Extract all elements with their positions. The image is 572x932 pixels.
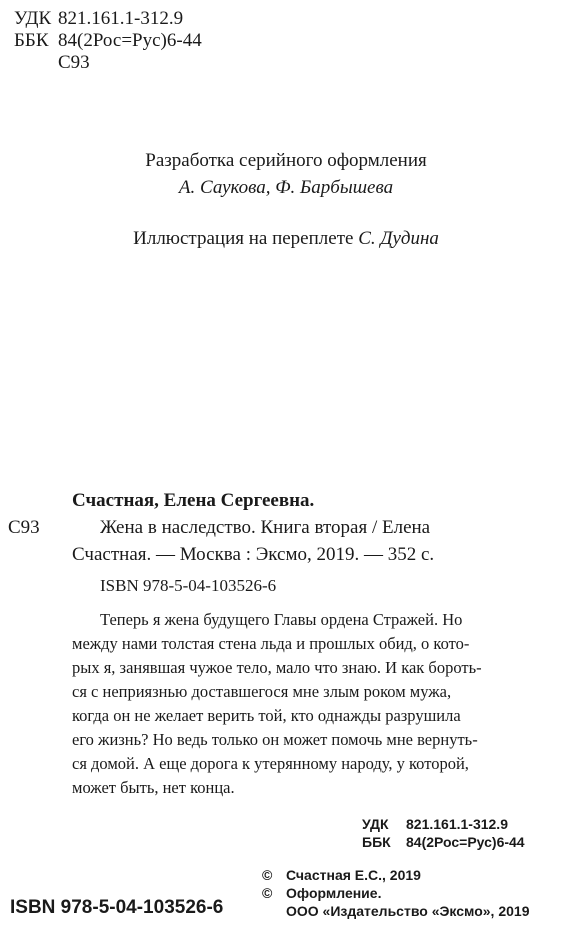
copyright-publisher: ООО «Издательство «Эксмо», 2019 bbox=[286, 903, 530, 919]
annotation-line: между нами толстая стена льда и прошлых обид, о кото- bbox=[72, 634, 470, 653]
top-classification bbox=[14, 8, 202, 74]
cover-artist: С. Дудина bbox=[358, 228, 439, 249]
card-author: Счастная, Елена Сергеевна. bbox=[72, 490, 315, 511]
bottom-bbk-row bbox=[362, 833, 525, 851]
udk-key: УДК bbox=[14, 8, 52, 29]
author-sign: С93 bbox=[58, 52, 90, 73]
bottom-classification bbox=[362, 815, 525, 851]
annotation-line: ся с неприязнью доставшегося мне злым роком мужа, bbox=[72, 682, 452, 701]
cover-label: Иллюстрация на переплете bbox=[133, 228, 354, 249]
copyright-author: Счастная Е.С., 2019 bbox=[286, 867, 421, 883]
annotation-line: рых я, занявшая чужое тело, мало что знаю. И как бороть- bbox=[72, 658, 482, 677]
card-title-line1: Жена в наследство. Книга вторая / Елена bbox=[100, 517, 431, 538]
annotation-line: ся домой. А еще дорога к утерянному народу, у которой, bbox=[72, 754, 469, 773]
bottom-udk-row bbox=[362, 815, 525, 833]
cover-credit bbox=[0, 228, 572, 250]
copyright-line-publisher bbox=[262, 902, 529, 920]
annotation-line: Теперь я жена будущего Главы ордена Стражей. Но bbox=[100, 610, 463, 629]
bbk-value: 84(2Рос=Рус)6-44 bbox=[58, 30, 202, 51]
annotation-line: его жизнь? Но ведь только он может помочь мне вернуть- bbox=[72, 730, 478, 749]
annotation-line: может быть, нет конца. bbox=[72, 778, 235, 797]
copyright-symbol: © bbox=[262, 867, 273, 883]
copyright-line-design bbox=[262, 884, 529, 902]
bottom-bbk-key: ББК bbox=[362, 834, 391, 850]
udk-row bbox=[14, 8, 202, 30]
udk-value: 821.161.1-312.9 bbox=[58, 8, 184, 29]
bottom-udk-key: УДК bbox=[362, 816, 389, 832]
card-isbn: ISBN 978-5-04-103526-6 bbox=[100, 576, 277, 595]
copyright-block bbox=[262, 866, 529, 920]
copyright-design: Оформление. bbox=[286, 885, 382, 901]
bottom-udk-value: 821.161.1-312.9 bbox=[406, 816, 508, 832]
copyright-symbol: © bbox=[262, 885, 273, 901]
card-code: С93 bbox=[8, 517, 40, 538]
design-authors: А. Саукова, Ф. Барбышева bbox=[178, 177, 394, 198]
bbk-key: ББК bbox=[14, 30, 49, 51]
bottom-bbk-value: 84(2Рос=Рус)6-44 bbox=[406, 834, 525, 850]
design-label: Разработка серийного оформления bbox=[145, 150, 427, 171]
card-title-line2: Счастная. — Москва : Эксмо, 2019. — 352 с. bbox=[72, 544, 435, 565]
annotation bbox=[72, 608, 562, 800]
author-sign-row bbox=[14, 52, 202, 74]
isbn-footer: ISBN 978-5-04-103526-6 bbox=[10, 897, 224, 918]
annotation-line: когда он не желает верить той, кто однажды разрушила bbox=[72, 706, 461, 725]
copyright-line-author bbox=[262, 866, 529, 884]
bbk-row bbox=[14, 30, 202, 52]
